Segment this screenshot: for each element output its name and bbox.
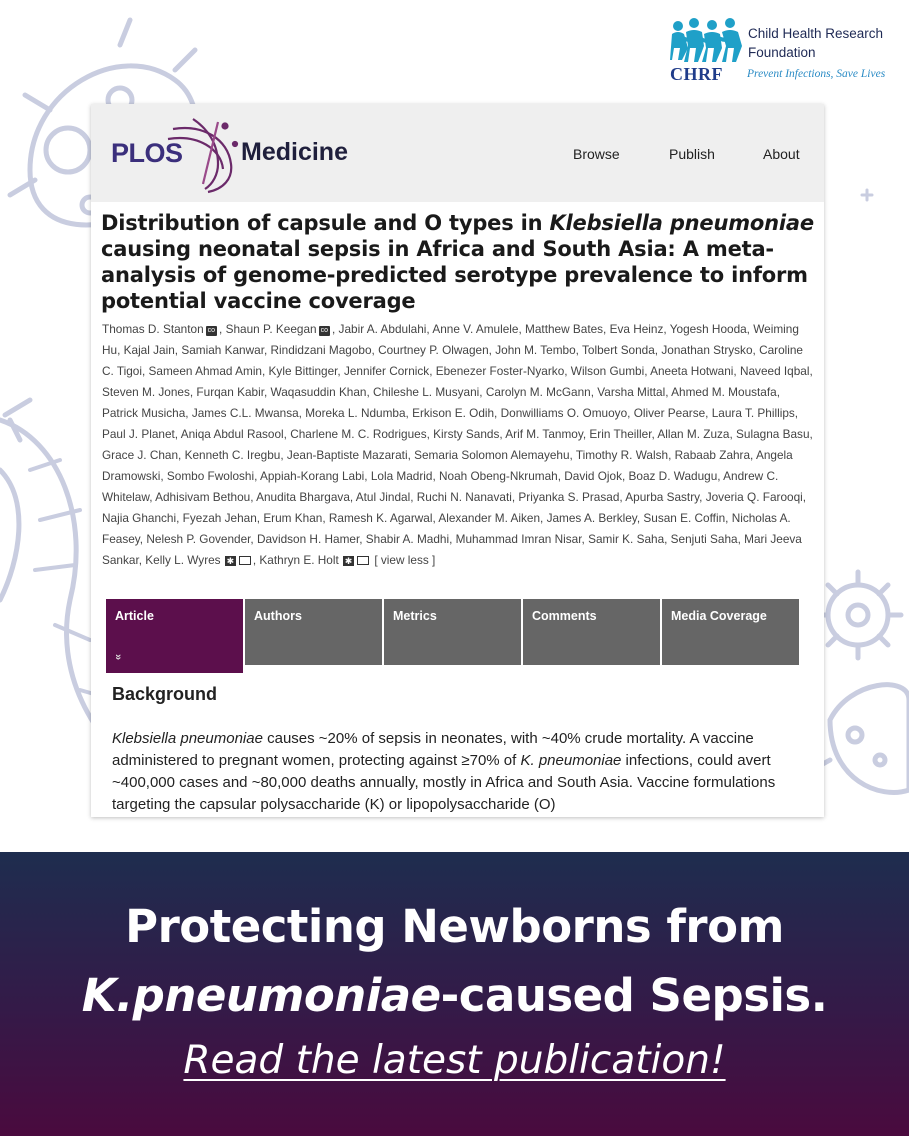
organism-abbrev: K. pneumoniae bbox=[520, 752, 622, 769]
banner-headline-rest: -caused Sepsis. bbox=[440, 969, 828, 1022]
co-first-badge: co bbox=[320, 327, 328, 334]
chevron-down-icon: » bbox=[112, 653, 125, 661]
background-text-2: infections, could avert ~400,000 cases and ~80,000 deaths annually, mostly in Africa and South Asia. Vaccine formulations targeting the capsular polysaccharide (K) or lipopolysaccharide (O) bbox=[112, 752, 776, 813]
co-first-badge: co bbox=[207, 327, 216, 334]
org-tagline: Prevent Infections, Save Lives bbox=[747, 68, 886, 80]
article-title bbox=[101, 210, 816, 314]
tab-media-coverage[interactable] bbox=[662, 599, 799, 665]
banner-organism: K.pneumoniae bbox=[81, 969, 441, 1022]
author-list-middle[interactable]: Jabir A. Abdulahi, Anne V. Amulele, Matthew Bates, Eva Heinz, Yogesh Hooda, Weiming Hu, Kajal Jain, Samiah Kanwar, Rindidzani Magobo, Courtney P. Olwagen, John M. Tembo, Tolbert Sonda, Jonathan Strysko, Caroline C. Tigoi, Sameen Ahmad Amin, Kyle Bittinger, Jennifer Cornick, Ebenezer Foster-Nyarko, Wilson Gumbi, Aneeta Hotwani, Naveed Iqbal, Steven M. Jones, Furqan Kabir, Waqasuddin Khan, Chileshe L. Musyani, Carolyn M. McGann, Varsha Mittal, Ahmed M. Moustafa, Patrick Musicha, James C.L. Mwansa, Moreka L. Ndumba, Erkison E. Odih, Donwilliams O. Omuoyo, Oliver Pearse, Laura T. Phillips, Paul J. Planet, Aniqa Abdul Rasool, Charlene M. C. Rodrigues, Kirsty Sands, Arif M. Tanmoy, Erin Theiller, Allan M. Zuza, Sulagna Basu, Grace J. Chan, Kenneth C. Iregbu, Jean-Baptiste Mazarati, Semaria Solomon Alemayehu, Timothy R. Walsh, Rabaab Zahra, Angela Dramowski, Sombo Fwoloshi, Appiah-Korang Labi, Lola Madrid, Noah Obeng-Nkrumah, David Ojok, Boaz D. Wadugu, Andrew C. Whitelaw, Adhisivam Bethou, Anudita Bhargava, Atul Jindal, Ruchi N. Nanavati, Priyanka S. Prasad, Apurba Sastry, Joveria Q. Farooqi, Najia Ghanchi, Fyezah Jehan, Erum Khan, Ramesh K. Agarwal, Alexander M. Aiken, James A. Berkley, Susan E. Coffin, Nicholas A. Feasey, Nelesh P. Govender, Davidson H. Hamer, Shabir A. Madhi, Muhammad Imran Nisar, Samir K. Saha, Senjuti Saha, Mari Jeeva Sankar, bbox=[102, 322, 813, 567]
org-name-line1: Child Health Research bbox=[748, 26, 884, 41]
email-icon[interactable] bbox=[357, 556, 369, 565]
corresponding-icon: ✱ bbox=[344, 556, 353, 566]
article-tabs bbox=[106, 599, 801, 674]
nav-about[interactable]: About bbox=[763, 146, 800, 162]
article-card bbox=[91, 104, 824, 817]
background-text-1: causes ~20% of sepsis in neonates, with ~40% crude mortality. A vaccine administered to pregnant women, protecting against ≥70% of bbox=[112, 730, 754, 769]
banner-headline-line2 bbox=[0, 969, 909, 1022]
nav-browse[interactable]: Browse bbox=[573, 146, 620, 162]
corresponding-icon: ✱ bbox=[226, 556, 235, 566]
author-list: Thomas D. Stanton co , Shaun P. Keegan co , Jabir A. Abdulahi, Anne V. Amulele, Matthew Bates, Eva Heinz, Yogesh Hooda, Weiming Hu, Kajal Jain, Samiah Kanwar, Rindidzani Magobo, Courtney P. Olwagen, John M. Tembo, Tolbert Sonda, Jonathan Strysko, Caroline C. Tigoi, Sameen Ahmad Amin, Kyle Bittinger, Jennifer Cornick, Ebenezer Foster-Nyarko, Wilson Gumbi, Aneeta Hotwani, Naveed Iqbal, Steven M. Jones, Furqan Kabir, Waqasuddin Khan, Chileshe L. Musyani, Carolyn M. McGann, Varsha Mittal, Ahmed M. Moustafa, Patrick Musicha, James C.L. Mwansa, Moreka L. Ndumba, Erkison E. Odih, Donwilliams O. Omuoyo, Oliver Pearse, Laura T. Phillips, Paul J. Planet, Aniqa Abdul Rasool, Charlene M. C. Rodrigues, Kirsty Sands, Arif M. Tanmoy, Erin Theiller, Allan M. Zuza, Sulagna Basu, Grace J. Chan, Kenneth C. Iregbu, Jean-Baptiste Mazarati, Semaria Solomon Alemayehu, Timothy R. Walsh, Rabaab Zahra, Angela Dramowski, Sombo Fwoloshi, Appiah-Korang Labi, Lola Madrid, Noah Obeng-Nkrumah, David Ojok, Boaz D. Wadugu, Andrew C. Whitelaw, Adhisivam Bethou, Anudita Bhargava, Atul Jindal, Ruchi N. Nanavati, Priyanka S. Prasad, Apurba Sastry, Joveria Q. Farooqi, Najia Ghanchi, Fyezah Jehan, Erum Khan, Ramesh K. Agarwal, Alexander M. Aiken, James A. Berkley, Susan E. Coffin, Nicholas A. Feasey, Nelesh P. Govender, Davidson H. Hamer, Shabir A. Madhi, Muhammad Imran Nisar, Samir K. Saha, Senjuti Saha, Mari Jeeva Sankar, Kelly L. Wyres ✱ , Kathryn E. Holt ✱ [ view less ] bbox=[102, 322, 813, 567]
tab-comments-label: Comments bbox=[532, 609, 597, 623]
nav-publish[interactable]: Publish bbox=[669, 146, 715, 162]
author-link[interactable]: Kathryn E. Holt bbox=[259, 553, 339, 567]
bacteria-icon-2 bbox=[830, 685, 909, 793]
tab-comments[interactable] bbox=[523, 599, 660, 665]
tab-article[interactable] bbox=[106, 599, 243, 673]
plos-header bbox=[91, 104, 824, 202]
organism-name: Klebsiella pneumoniae bbox=[112, 730, 263, 747]
email-icon[interactable] bbox=[239, 556, 251, 565]
people-logo-icon bbox=[670, 18, 746, 62]
chrf-logo bbox=[670, 16, 890, 86]
plos-medicine-logo[interactable] bbox=[111, 114, 371, 194]
tab-metrics[interactable] bbox=[384, 599, 521, 665]
author-link[interactable]: Thomas D. Stanton bbox=[102, 322, 204, 336]
read-publication-link[interactable]: Read the latest publication! bbox=[183, 1038, 726, 1083]
author-link[interactable]: Shaun P. Keegan bbox=[225, 322, 317, 336]
title-rest: causing neonatal sepsis in Africa and South Asia: A meta-analysis of genome-predicted serotype prevalence to inform potential vaccine coverage bbox=[101, 237, 808, 313]
org-abbreviation: CHRF bbox=[670, 64, 723, 84]
tab-media-coverage-label: Media Coverage bbox=[671, 609, 767, 623]
tab-metrics-label: Metrics bbox=[393, 609, 437, 623]
plos-brand: PLOS bbox=[111, 138, 183, 168]
background-paragraph bbox=[112, 728, 812, 816]
background-heading: Background bbox=[112, 684, 218, 704]
author-link[interactable]: Kelly L. Wyres bbox=[145, 553, 221, 567]
tab-authors[interactable] bbox=[245, 599, 382, 665]
promo-banner bbox=[0, 852, 909, 1136]
medicine-brand: Medicine bbox=[241, 138, 348, 166]
view-less-link[interactable]: [ view less ] bbox=[374, 553, 436, 567]
title-organism: Klebsiella pneumoniae bbox=[549, 211, 814, 235]
banner-headline-line1: Protecting Newborns from bbox=[125, 900, 784, 953]
tab-authors-label: Authors bbox=[254, 609, 302, 623]
title-prefix: Distribution of capsule and O types in bbox=[101, 211, 550, 235]
org-name-line2: Foundation bbox=[748, 45, 816, 60]
tab-article-label: Article bbox=[115, 609, 154, 623]
